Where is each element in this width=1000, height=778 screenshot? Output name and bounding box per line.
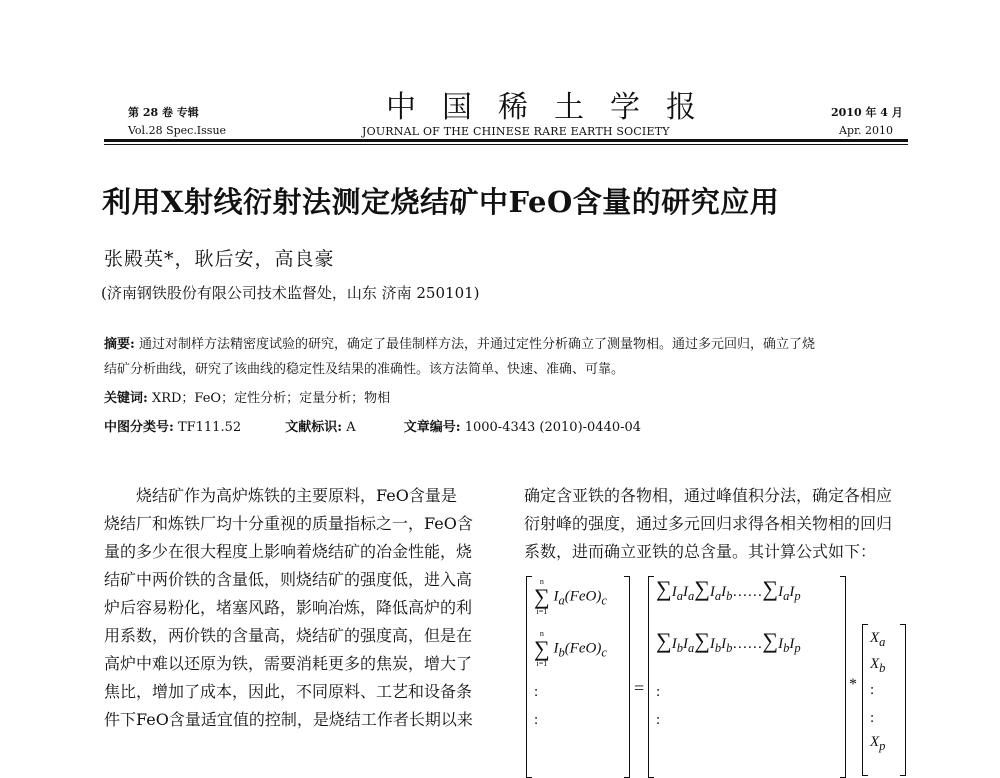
subscript: b — [879, 661, 886, 675]
body-right-line: 确定含亚铁的各物相，通过峰值积分法，确定各相应 — [524, 486, 893, 505]
abstract-label: 摘要: — [104, 337, 135, 352]
feo-arg: (FeO) — [564, 640, 602, 657]
sum-lower: i=1 — [536, 607, 548, 616]
lhs-row-2 — [534, 630, 607, 668]
journal-name-cn: 中国稀土学报 — [386, 90, 722, 125]
article-number: 1000-4343 (2010)-0440-04 — [464, 420, 642, 435]
lhs-bracket-left — [526, 576, 532, 778]
volume-en: Vol.28 Spec.Issue — [128, 124, 227, 137]
volume-cn: 第 28 卷 专辑 — [128, 106, 199, 119]
equals-sign: = — [634, 678, 645, 698]
x-symbol: X — [870, 734, 880, 750]
body-left-line: 焦比，增加了成本，因此，不同原料、工艺和设备条 — [104, 682, 473, 701]
body-left-line: 用系数，两价铁的含量高，烧结矿的强度高，但是在 — [104, 626, 473, 645]
header-rule-thick — [104, 139, 908, 142]
x-p — [870, 734, 885, 754]
body-right-line: 衍射峰的强度，通过多元回归求得各相关物相的回归 — [524, 514, 893, 533]
doc-code: A — [346, 420, 356, 435]
doc-code-label: 文献标识: — [285, 420, 343, 435]
sum-lower: i=1 — [536, 659, 548, 668]
body-left-line: 高炉中难以还原为铁，需要消耗更多的焦炭，增大了 — [104, 654, 473, 673]
subscript: b — [558, 645, 565, 660]
sum-symbol: ∑ — [534, 636, 550, 661]
intensity-symbol: I — [553, 640, 559, 657]
feo-arg: (FeO) — [564, 588, 602, 605]
clc-number: TF111.52 — [177, 420, 242, 435]
body-left-column — [104, 482, 488, 734]
date-cn: 2010 年 4 月 — [831, 106, 903, 119]
body-left-line: 量的多少在很大程度上影响着烧结矿的冶金性能，烧 — [104, 542, 473, 561]
x-symbol: X — [870, 656, 880, 672]
body-left-line: 烧结矿作为高炉炼铁的主要原料，FeO含量是 — [136, 486, 457, 505]
mid-bracket-left — [648, 576, 654, 778]
sum-upper: n — [539, 577, 544, 586]
x-b — [870, 656, 885, 676]
subscript: a — [558, 593, 565, 608]
header-rule-thin — [104, 144, 908, 145]
mid-row-2: $\sum I_bI_a\sum I_bI_b\dots\dots\sum I_bI_p$ — [656, 628, 801, 655]
lhs-bracket-right — [624, 576, 630, 778]
subscript: c — [601, 593, 607, 608]
date-en: Apr. 2010 — [839, 124, 894, 137]
body-left-line: 炉后容易粉化，堵塞风路，影响冶炼，降低高炉的利 — [104, 598, 473, 617]
vertical-dots: : — [870, 710, 875, 726]
keywords: XRD；FeO；定性分析；定量分析；物相 — [151, 391, 391, 406]
body-left-line: 结矿中两价铁的含量低，则烧结矿的强度低，进入高 — [104, 570, 473, 589]
subscript: c — [601, 645, 607, 660]
sum-upper: n — [539, 629, 544, 638]
vertical-dots: : — [534, 684, 539, 700]
abstract-line-1: 通过对制样方法精密度试验的研究，确定了最佳制样方法，并通过定性分析确立了测量物相。通过多元回归，确立了烧 — [138, 337, 815, 352]
sum-symbol: ∑ — [534, 584, 550, 609]
x-bracket-left — [862, 624, 868, 776]
body-right-line: 系数，进而确立亚铁的总含量。其计算公式如下： — [524, 542, 877, 561]
affiliation: (济南钢铁股份有限公司技术监督处，山东 济南 250101) — [101, 284, 480, 302]
abstract — [104, 332, 910, 440]
article-number-label: 文章编号: — [403, 420, 461, 435]
body-left-line: 烧结厂和炼铁厂均十分重视的质量指标之一，FeO含 — [104, 514, 473, 533]
body-left-line: 件下FeO含量适宜值的控制，是烧结工作者长期以来 — [104, 710, 473, 729]
keywords-label: 关键词: — [104, 391, 148, 406]
article-title: 利用X射线衍射法测定烧结矿中FeO含量的研究应用 — [102, 185, 780, 219]
clc-label: 中图分类号: — [104, 420, 174, 435]
mid-row-1: $\sum I_aI_a\sum I_aI_b\dots\dots\sum I_aI_p$ — [656, 576, 801, 603]
subscript: a — [879, 635, 886, 649]
vertical-dots: : — [870, 682, 875, 698]
x-bracket-right — [900, 624, 906, 776]
vertical-dots: : — [534, 712, 539, 728]
intensity-symbol: I — [553, 588, 559, 605]
lhs-row-1 — [534, 578, 607, 616]
vertical-dots: : — [656, 684, 661, 700]
authors: 张殿英*，耿后安，高良豪 — [104, 248, 335, 270]
x-a — [870, 630, 885, 650]
journal-name-en: JOURNAL OF THE CHINESE RARE EARTH SOCIETY — [362, 125, 670, 138]
abstract-line-2: 结矿分析曲线，研究了该曲线的稳定性及结果的准确性。该方法简单、快速、准确、可靠。 — [104, 362, 625, 377]
x-symbol: X — [870, 630, 880, 646]
body-right-column — [524, 482, 910, 566]
mid-bracket-right — [840, 576, 846, 778]
subscript: p — [879, 739, 886, 753]
regression-equation — [520, 572, 910, 760]
vertical-dots: : — [656, 712, 661, 728]
multiply-sign: * — [849, 676, 857, 693]
